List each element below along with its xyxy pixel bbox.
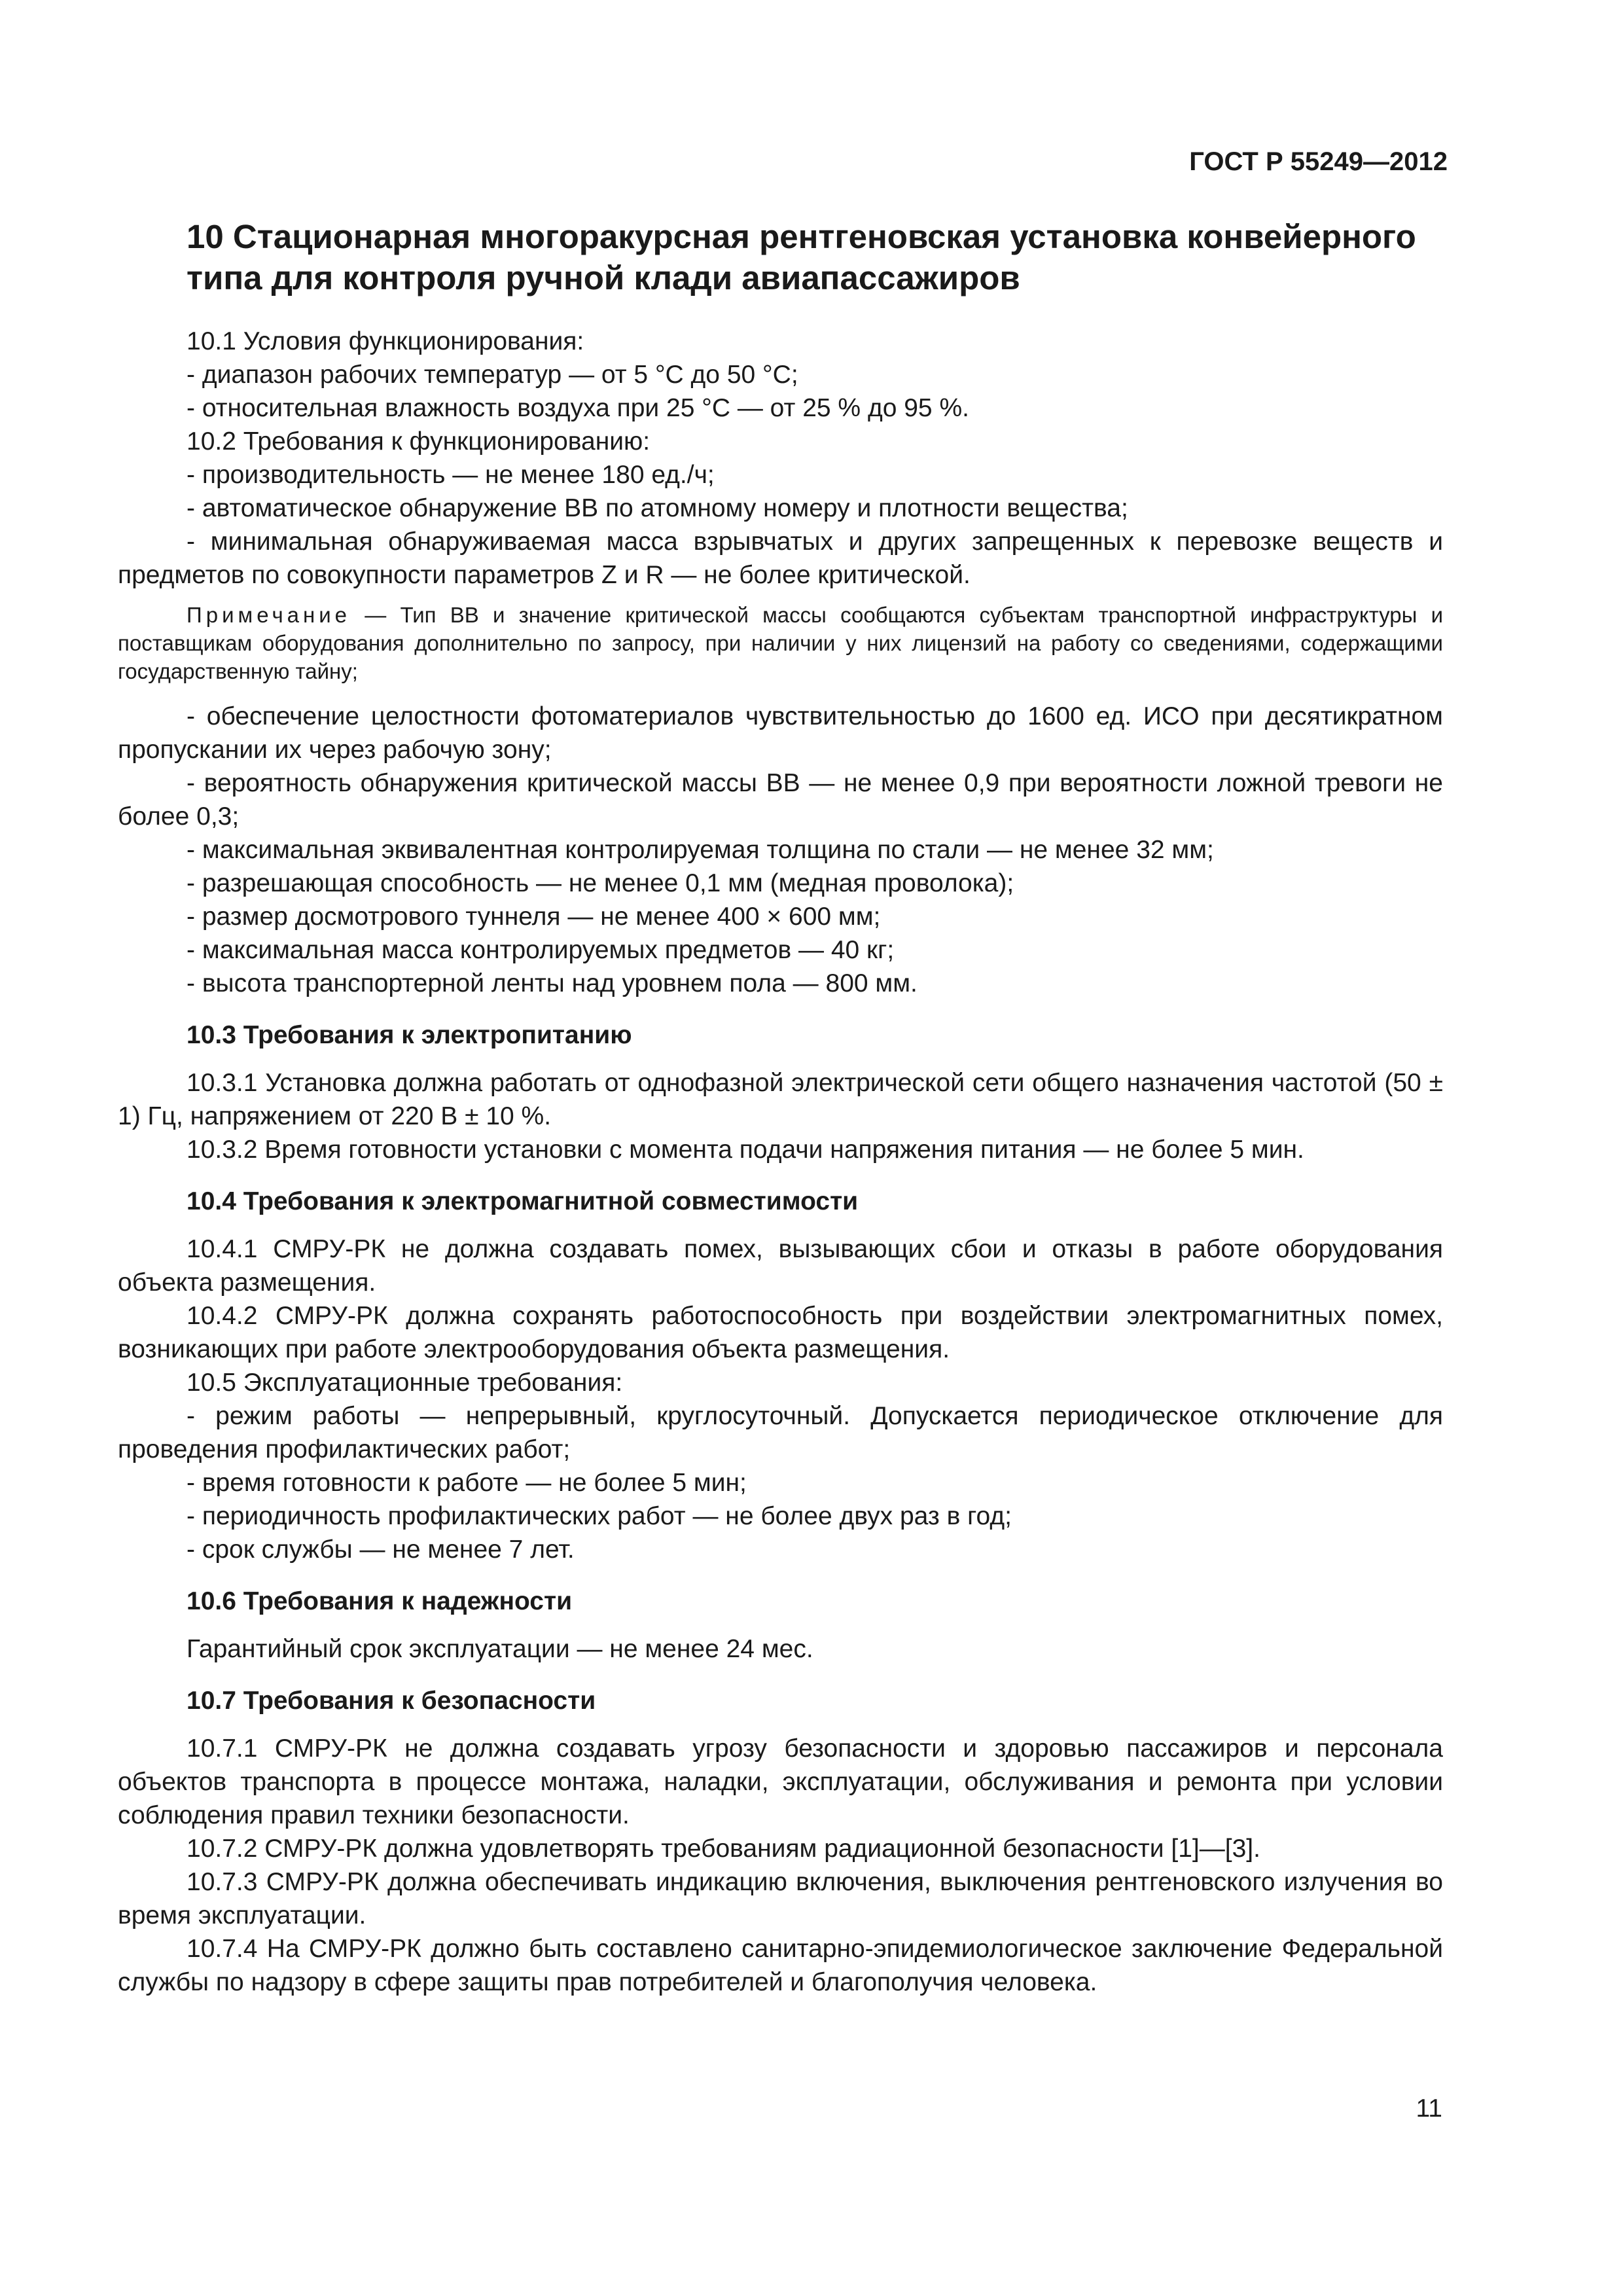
- section-title: 10 Стационарная многоракурсная рентгеновская установка конвейерного типа для контроля ручной клади авиапассажиров: [187, 218, 1416, 296]
- clause-10-3-2: 10.3.2 Время готовности установки с момента подачи напряжения питания — не более 5 мин.: [187, 1136, 1304, 1164]
- clause-10-7-3: 10.7.3 СМРУ-РК должна обеспечивать индикацию включения, выключения рентгеновского излучения во время эксплуатации.: [118, 1868, 1443, 1929]
- list-item: - диапазон рабочих температур — от 5 °С до 50 °С;: [187, 361, 798, 389]
- standard-id: ГОСТ Р 55249—2012: [1189, 147, 1448, 176]
- clause-10-7-4: 10.7.4 На СМРУ-РК должно быть составлено санитарно-эпидемиологическое заключение Федеральной службы по надзору в сфере защиты прав потребителей и благополучия человека.: [118, 1935, 1443, 1996]
- list-item: - автоматическое обнаружение ВВ по атомному номеру и плотности вещества;: [187, 494, 1128, 522]
- subsection-title-10-4: 10.4 Требования к электромагнитной совместимости: [187, 1187, 859, 1215]
- list-item: - вероятность обнаружения критической массы ВВ — не менее 0,9 при вероятности ложной тревоги не более 0,3;: [118, 769, 1443, 831]
- clause-10-3-1: 10.3.1 Установка должна работать от однофазной электрической сети общего назначения частотой (50 ± 1) Гц, напряжением от 220 В ± 10 %.: [118, 1069, 1443, 1130]
- clause-10-1-head: 10.1 Условия функционирования:: [187, 327, 584, 355]
- subsection-title-10-7: 10.7 Требования к безопасности: [187, 1687, 596, 1715]
- list-item: - разрешающая способность — не менее 0,1 мм (медная проволока);: [187, 869, 1014, 897]
- note-label: Примечание: [187, 603, 351, 627]
- clause-10-4-2: 10.4.2 СМРУ-РК должна сохранять работоспособность при воздействии электромагнитных помех, возникающих при работе электрооборудования объекта размещения.: [118, 1302, 1443, 1363]
- list-item: - размер досмотрового туннеля — не менее 400 × 600 мм;: [187, 903, 881, 931]
- list-item: - относительная влажность воздуха при 25 °С — от 25 % до 95 %.: [187, 394, 969, 422]
- clause-10-5-head: 10.5 Эксплуатационные требования:: [187, 1369, 623, 1397]
- note-text: — Тип ВВ и значение критической массы сообщаются субъектам транспортной инфраструктуры и поставщикам оборудования дополнительно по запросу, при наличии у них лицензий на работу со сведениями, содержащими государственную тайну;: [118, 603, 1443, 683]
- note: [118, 601, 1443, 685]
- list-item: - производительность — не менее 180 ед./ч;: [187, 461, 715, 489]
- page-content: [118, 216, 1443, 1999]
- clause-10-7-1: 10.7.1 СМРУ-РК не должна создавать угрозу безопасности и здоровью пассажиров и персонала объектов транспорта в процессе монтажа, наладки, эксплуатации, обслуживания и ремонта при условии соблюдения правил техники безопасности.: [118, 1734, 1443, 1829]
- list-item: - максимальная эквивалентная контролируемая толщина по стали — не менее 32 мм;: [187, 836, 1214, 864]
- list-item: - максимальная масса контролируемых предметов — 40 кг;: [187, 936, 895, 964]
- list-item: - срок службы — не менее 7 лет.: [187, 1535, 575, 1564]
- subsection-title-10-3: 10.3 Требования к электропитанию: [187, 1021, 632, 1049]
- page-number: 11: [1416, 2094, 1442, 2123]
- list-item: - высота транспортерной ленты над уровнем пола — 800 мм.: [187, 969, 918, 997]
- clause-10-4-1: 10.4.1 СМРУ-РК не должна создавать помех, вызывающих сбои и отказы в работе оборудования объекта размещения.: [118, 1235, 1443, 1297]
- subsection-title-10-6: 10.6 Требования к надежности: [187, 1587, 573, 1615]
- list-item: - обеспечение целостности фотоматериалов чувствительностью до 1600 ед. ИСО при десятикратном пропускании их через рабочую зону;: [118, 702, 1443, 764]
- list-item: - периодичность профилактических работ — не более двух раз в год;: [187, 1502, 1012, 1530]
- list-item: - минимальная обнаруживаемая масса взрывчатых и других запрещенных к перевозке веществ и предметов по совокупности параметров Z и R — не более критической.: [118, 528, 1443, 589]
- list-item: - время готовности к работе — не более 5 мин;: [187, 1469, 747, 1497]
- clause-10-6-text: Гарантийный срок эксплуатации — не менее 24 мес.: [187, 1635, 813, 1663]
- list-item: - режим работы — непрерывный, круглосуточный. Допускается периодическое отключение для проведения профилактических работ;: [118, 1402, 1443, 1463]
- clause-10-7-2: 10.7.2 СМРУ-РК должна удовлетворять требованиям радиационной безопасности [1]—[3].: [187, 1835, 1260, 1863]
- clause-10-2-head: 10.2 Требования к функционированию:: [187, 427, 651, 456]
